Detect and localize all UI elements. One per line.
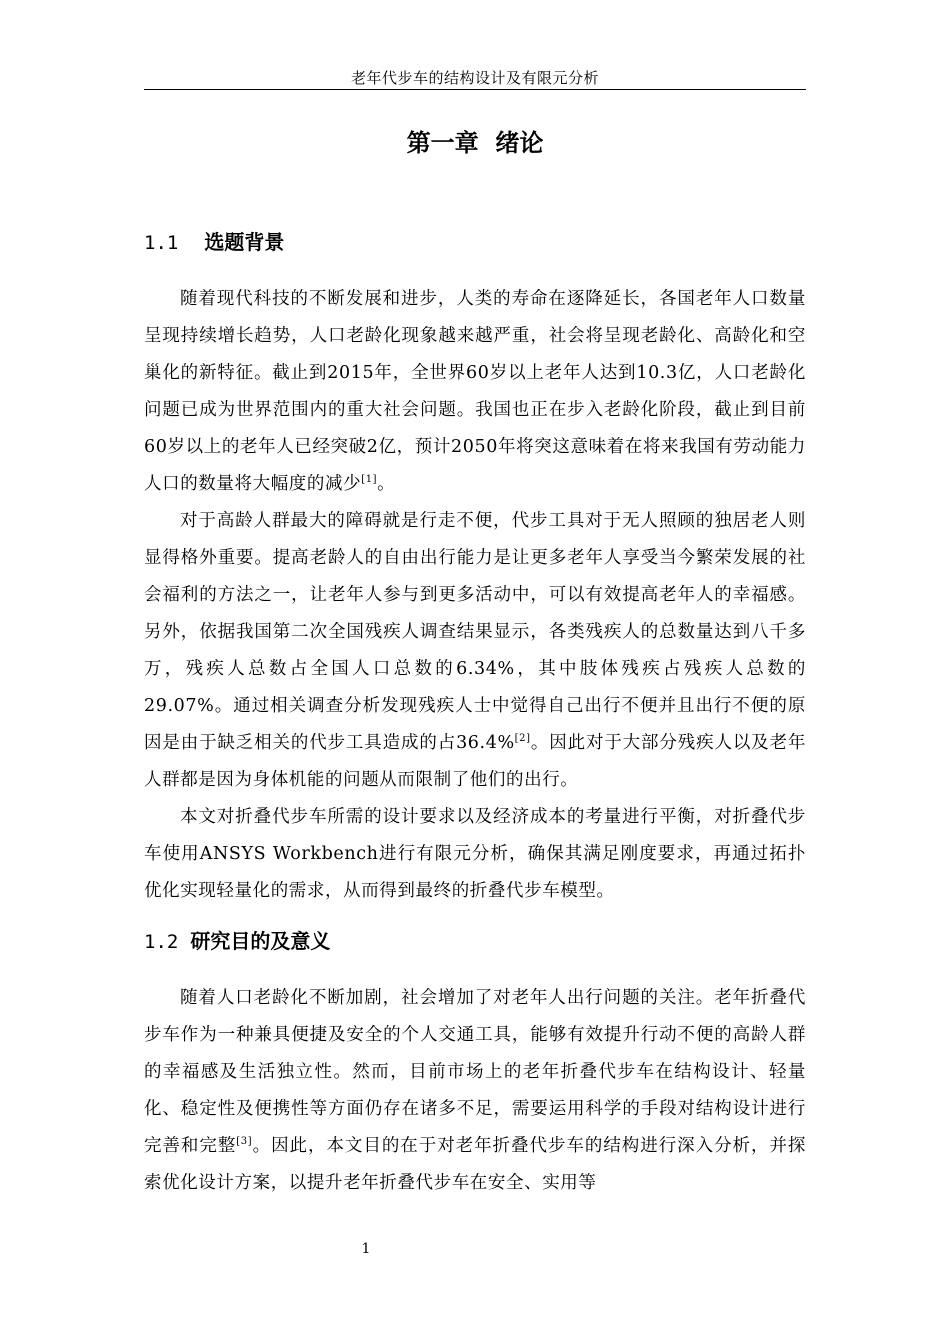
citation-ref: [1] — [361, 474, 378, 485]
section-heading-1-1 — [144, 228, 284, 257]
paragraph-purpose-1 — [144, 980, 806, 1202]
paragraph-background-1 — [144, 281, 806, 503]
paragraph-text: 。因此，本文目的在于对老年折叠代步车的结构进行深入分析，并探索优化设计方案，以提升老年折叠代步车在安全、实用等 — [144, 1136, 807, 1193]
section-number: 1.2 — [144, 931, 179, 953]
page-number: 1 — [361, 1241, 371, 1257]
section-number: 1.1 — [144, 232, 179, 254]
paragraph-text: 随着人口老龄化不断加剧，社会增加了对老年人出行问题的关注。老年折叠代步车作为一种兼具便捷及安全的个人交通工具，能够有效提升行动不便的高龄人群的幸福感及生活独立性。然而，目前市场上的老年折叠代步车在结构设计、轻量化、稳定性及便携性等方面仍存在诸多不足，需要运用科学的手段对结构设计进行完善和完整 — [144, 988, 806, 1156]
paragraph-text: 随着现代科技的不断发展和进步，人类的寿命在逐降延长，各国老年人口数量呈现持续增长趋势，人口老龄化现象越来越严重，社会将呈现老龄化、高龄化和空巢化的新特征。截止到2015年，全世界60岁以上老年人达到10.3亿，人口老龄化问题已成为世界范围内的重大社会问题。我国也正在步入老龄化阶段，截止到目前60岁以上的老年人已经突破2亿，预计2050年将突这意味着在将来我国有劳动能力人口的数量将大幅度的减少 — [144, 289, 806, 494]
header-rule — [144, 89, 806, 90]
paragraph-text: 。因此对于大部分残疾人以及老年人群都是因为身体机能的问题从而限制了他们的出行。 — [144, 733, 806, 790]
paragraph-background-3 — [144, 799, 806, 910]
paragraph-text: 本文对折叠代步车所需的设计要求以及经济成本的考量进行平衡，对折叠代步车使用ANSYS Workbench进行有限元分析，确保其满足刚度要求，再通过拓扑优化实现轻量化的需求，从而得到最终的折叠代步车模型。 — [144, 807, 806, 901]
paragraph-background-2 — [144, 503, 806, 799]
citation-ref: [3] — [236, 1136, 253, 1147]
paragraph-text: 。 — [377, 474, 396, 494]
chapter-title: 第一章 绪论 — [406, 129, 544, 157]
paragraph-text: 对于高龄人群最大的障碍就是行走不便，代步工具对于无人照顾的独居老人则显得格外重要。提高老龄人的自由出行能力是让更多老年人享受当今繁荣发展的社会福利的方法之一，让老年人参与到更多活动中，可以有效提高老年人的幸福感。另外，依据我国第二次全国残疾人调查结果显示，各类残疾人的总数量达到八千多万，残疾人总数占全国人口总数的6.34%，其中肢体残疾占残疾人总数的29.07%。通过相关调查分析发现残疾人士中觉得自己出行不便并且出行不便的原因是由于缺乏相关的代步工具造成的占36.4% — [144, 511, 806, 753]
running-header: 老年代步车的结构设计及有限元分析 — [350, 69, 599, 87]
citation-ref: [2] — [514, 733, 531, 744]
section-title: 研究目的及意义 — [190, 929, 331, 953]
section-title: 选题背景 — [204, 230, 285, 254]
section-heading-1-2 — [144, 927, 330, 956]
